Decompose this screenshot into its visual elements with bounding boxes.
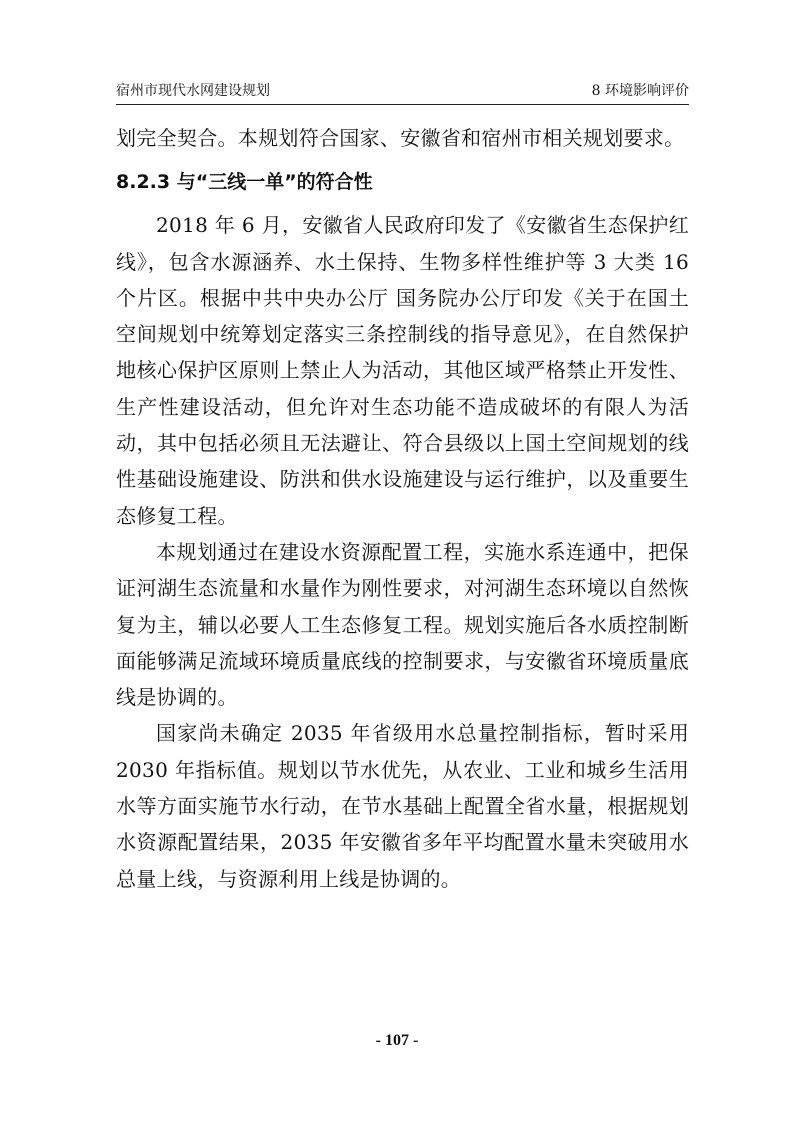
section-heading: 8.2.3 与“三线一单”的符合性 [116, 171, 373, 194]
header-document-title: 宿州市现代水网建设规划 [116, 83, 270, 99]
page-body [116, 120, 689, 897]
continuation-paragraph: 划完全契合。本规划符合国家、安徽省和宿州市相关规划要求。 [116, 126, 685, 150]
page-number: - 107 - [375, 1032, 419, 1049]
body-paragraph: 国家尚未确定 2035 年省级用水总量控制指标，暂时采用 2030 年指标值。规划以节水优先，从农业、工业和城乡生活用水等方面实施节水行动，在节水基础上配置全省水量，根据规划水资源配置结果，2035 年安徽省多年平均配置水量未突破用水总量上线，与资源利用上线是协调的。 [116, 721, 689, 891]
header-chapter-title: 8 环境影响评价 [591, 83, 689, 99]
body-paragraph: 本规划通过在建设水资源配置工程，实施水系连通中，把保证河湖生态流量和水量作为刚性要求，对河湖生态环境以自然恢复为主，辅以必要人工生态修复工程。规划实施后各水质控制断面能够满足流域环境质量底线的控制要求，与安徽省环境质量底线是协调的。 [116, 539, 689, 710]
running-header [116, 82, 689, 105]
body-paragraph: 2018 年 6 月，安徽省人民政府印发了《安徽省生态保护红线》，包含水源涵养、水土保持、生物多样性维护等 3 大类 16 个片区。根据中共中央办公厅 国务院办公厅印发《关于在国土空间规划中统筹划定落实三条控制线的指导意见》，在自然保护地核心保护区原则上禁止人为活动，其他区域严格禁止开发性、生产性建设活动，但允许对生态功能不造成破坏的有限人为活动，其中包括必须且无法避让、符合县级以上国土空间规划的线性基础设施建设、防洪和供水设施建设与运行维护，以及重要生态修复工程。 [116, 213, 689, 528]
